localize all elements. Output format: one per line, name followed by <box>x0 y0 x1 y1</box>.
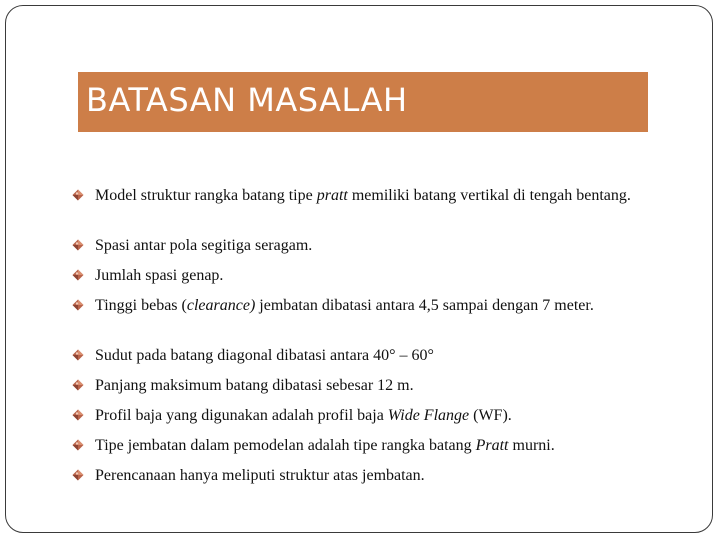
bullet-text <box>95 376 672 395</box>
italic-term: Wide Flange <box>387 407 470 424</box>
text-segment: Tinggi bebas ( <box>95 297 187 314</box>
bullet-text <box>95 406 672 425</box>
bullet-text <box>95 186 672 205</box>
text-segment: Model struktur rangka batang tipe <box>95 187 317 204</box>
text-segment: jembatan dibatasi antara 4,5 sampai dengan 7 meter. <box>255 297 594 314</box>
gem-bullet-icon <box>72 349 84 361</box>
text-segment: Profil baja yang digunakan adalah profil baja <box>95 407 388 424</box>
gem-bullet-icon <box>72 379 84 391</box>
bullet-text <box>95 436 672 455</box>
text-segment: memiliki batang vertikal di tengah bentang. <box>347 187 631 204</box>
bullet-text <box>95 466 672 485</box>
text-segment: Spasi antar pola segitiga seragam. <box>95 237 313 254</box>
italic-term: pratt <box>316 187 348 204</box>
gem-bullet-icon <box>72 299 84 311</box>
text-segment: (WF). <box>469 407 512 424</box>
bullet-text <box>95 346 672 365</box>
bullet-text <box>95 296 672 315</box>
title-bar <box>78 72 648 132</box>
text-segment: murni. <box>508 437 555 454</box>
gem-bullet-icon <box>72 469 84 481</box>
italic-term: Pratt <box>475 437 509 454</box>
text-segment: Perencanaan hanya meliputi struktur atas jembatan. <box>95 467 425 484</box>
bullet-text <box>95 266 672 285</box>
gem-bullet-icon <box>72 189 84 201</box>
gem-bullet-icon <box>72 269 84 281</box>
text-segment: Jumlah spasi genap. <box>95 267 224 284</box>
gem-bullet-icon <box>72 439 84 451</box>
text-segment: Sudut pada batang diagonal dibatasi antara 40° – 60° <box>95 347 434 364</box>
italic-term: clearance) <box>186 297 256 314</box>
slide-title: BATASAN MASALAH <box>86 81 408 119</box>
text-segment: Panjang maksimum batang dibatasi sebesar 12 m. <box>95 377 414 394</box>
gem-bullet-icon <box>72 409 84 421</box>
gem-bullet-icon <box>72 239 84 251</box>
text-segment: Tipe jembatan dalam pemodelan adalah tipe rangka batang <box>95 437 476 454</box>
bullet-text <box>95 236 672 255</box>
